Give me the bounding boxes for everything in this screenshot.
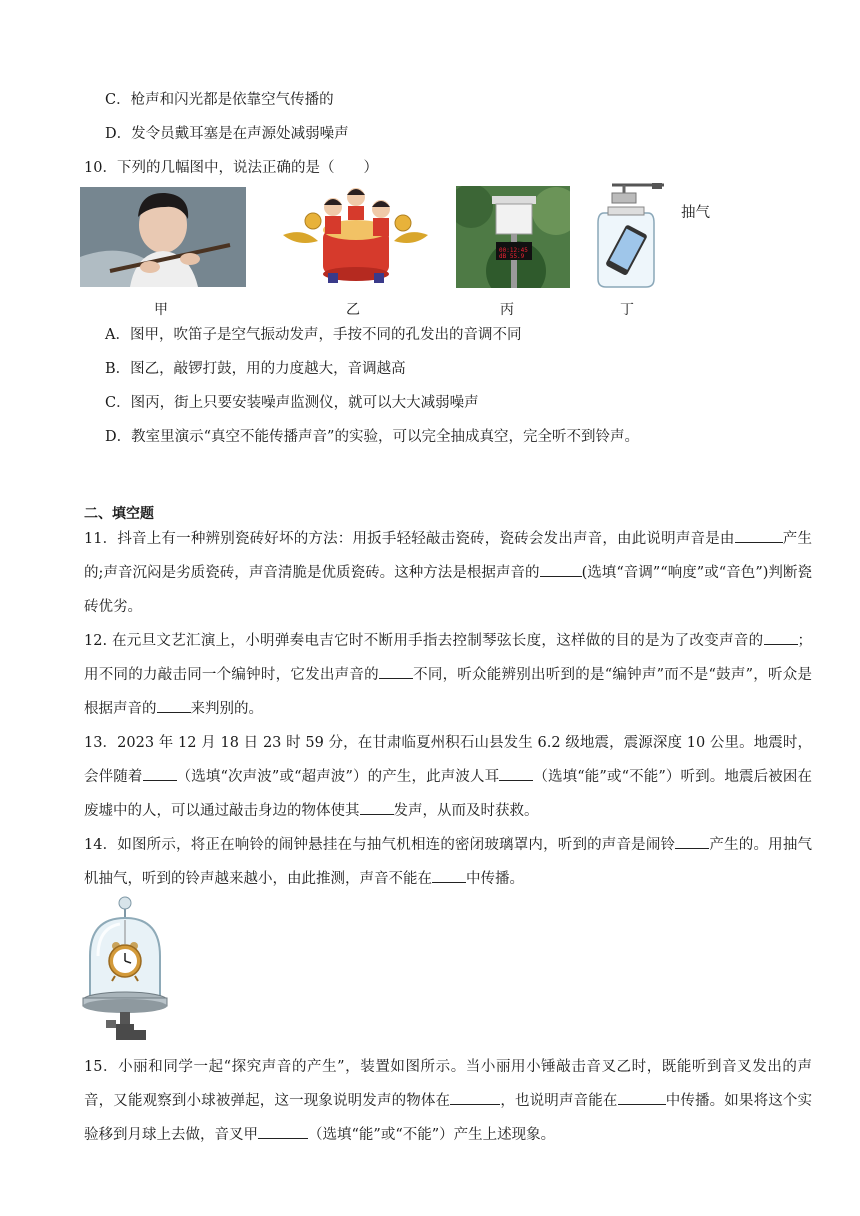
q13-text-2: （选填“次声波”或“超声波”）的产生，此声波人耳 — [176, 769, 500, 785]
q13-blank-3[interactable] — [360, 799, 394, 815]
q15-blank-2[interactable] — [618, 1089, 666, 1105]
q11-blank-1[interactable] — [735, 527, 783, 543]
q9-option-d: D．发令员戴耳塞是在声源处减弱噪声 — [105, 126, 349, 142]
svg-text:00:12:45: 00:12:45 — [499, 247, 528, 254]
q15-blank-1[interactable] — [450, 1089, 500, 1105]
question-12 — [84, 624, 812, 726]
q13-blank-2[interactable] — [499, 765, 533, 781]
q10-option-c: C．图丙，街上只要安装噪声监测仪，就可以大大减弱噪声 — [105, 395, 479, 411]
bell-jar-alarm-clock-figure — [80, 894, 172, 1046]
q12-text-3: 不同，听众能辨别出听到的是“编钟声”而不是“鼓声”，听众是根据声音的 — [84, 667, 813, 717]
q14-text-3: 中传播。 — [466, 871, 524, 887]
question-13 — [84, 726, 812, 828]
q12-text-2: ；用不同的力敲击同一个编钟时，它发出声音的 — [84, 633, 812, 683]
question-14 — [84, 828, 812, 896]
q15-text-2: ，也说明声音能在 — [500, 1093, 618, 1109]
q10-option-b: B．图乙，敲锣打鼓，用的力度越大，音调越高 — [105, 361, 406, 377]
flute-player-image — [80, 187, 246, 287]
q15-text-4: （选填“能”或“不能”）产生上述现象。 — [308, 1127, 556, 1143]
q15-text-1: 15．小丽和同学一起“探究声音的产生”，装置如图所示。当小丽用小锤敲击音叉乙时，既能听到音叉发出的声音，又能观察到小球被弹起，这一现象说明发声的物体在 — [84, 1059, 812, 1109]
caption-jia: 甲 — [154, 302, 168, 318]
q13-blank-1[interactable] — [143, 765, 177, 781]
noise-monitor-image — [456, 186, 570, 288]
q12-blank-3[interactable] — [157, 697, 191, 713]
q13-text-3: （选填“能”或“不能”）听到。地震后被困在废墟中的人，可以通过敲击身边的物体使其 — [84, 769, 812, 819]
q10-option-a: A．图甲，吹笛子是空气振动发声，手按不同的孔发出的音调不同 — [105, 327, 522, 343]
caption-ding: 丁 — [620, 302, 634, 318]
q15-text-3: 中传播。如果将这个实验移到月球上去做，音叉甲 — [84, 1093, 813, 1143]
q14-text-1: 14．如图所示，将正在响铃的闹钟悬挂在与抽气机相连的密闭玻璃罩内，听到的声音是闹铃 — [84, 837, 676, 853]
q13-text-4: 发声，从而及时获救。 — [393, 803, 539, 819]
q10-stem: 10．下列的几幅图中，说法正确的是（ ） — [84, 160, 378, 176]
question-11 — [84, 522, 812, 624]
q10-option-d: D．教室里演示“真空不能传播声音”的实验，可以完全抽成真空，完全听不到铃声。 — [105, 429, 639, 445]
drum-gong-image — [278, 185, 434, 285]
caption-yi: 乙 — [346, 302, 360, 318]
q13-text-1: 13．2023 年 12 月 18 日 23 时 59 分，在甘肃临夏州积石山县发生 6.2 级地震，震源深度 10 公里。地震时，会伴随着 — [84, 735, 812, 785]
question-15 — [84, 1050, 812, 1152]
q11-text-2: 产生的;声音沉闷是劣质瓷砖，声音清脆是优质瓷砖。这种方法是根据声音的 — [84, 531, 813, 581]
q12-text-4: 来判别的。 — [190, 701, 263, 717]
q11-text-3: (选填“音调”“响度”或“音色”)判断瓷砖优劣。 — [84, 565, 812, 615]
pump-label: 抽气 — [681, 205, 710, 221]
q11-blank-2[interactable] — [540, 561, 582, 577]
q12-blank-2[interactable] — [379, 663, 413, 679]
q14-text-2: 产生的。用抽气机抽气，听到的铃声越来越小，由此推测，声音不能在 — [84, 837, 813, 887]
q11-text-1: 11．抖音上有一种辨别瓷砖好坏的方法：用扳手轻轻敲击瓷砖，瓷砖会发出声音，由此说明声音是由 — [84, 531, 735, 547]
q14-blank-1[interactable] — [675, 833, 709, 849]
phone-bell-jar-image — [594, 183, 714, 291]
q12-text-1: 12. 在元旦文艺汇演上，小明弹奏电吉它时不断用手指去控制琴弦长度，这样做的目的是为了改变声音的 — [84, 633, 764, 649]
q9-option-c: C．枪声和闪光都是依靠空气传播的 — [105, 92, 334, 108]
q15-blank-3[interactable] — [258, 1123, 308, 1139]
q12-blank-1[interactable] — [764, 629, 798, 645]
q14-blank-2[interactable] — [432, 867, 466, 883]
section-title: 二、填空题 — [84, 506, 154, 522]
caption-bing: 丙 — [500, 302, 514, 318]
svg-text:dB 55.9: dB 55.9 — [499, 253, 525, 260]
